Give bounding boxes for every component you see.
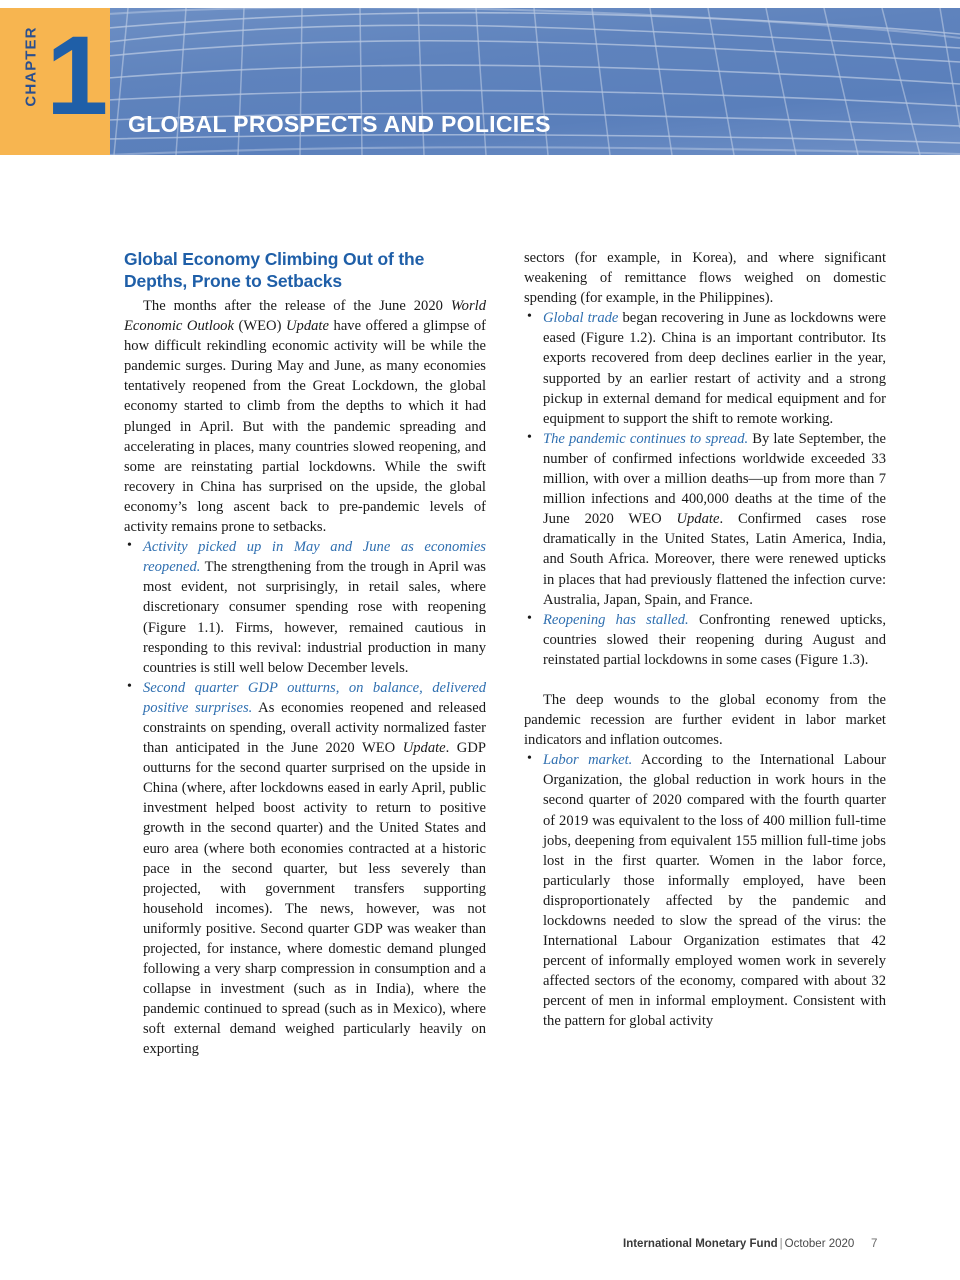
paragraph-spacer [524,670,886,690]
bullet-lead: Second quarter GDP outturns, on balance, delivered positive surprises. [143,679,486,716]
bullet-body: The strengthening from the trough in April was most evident, not surprisingly, in retail sales, where discretionary consumer spending rose with reopening (Figure 1.1). Firms, however, remained cautious in responding to this revival: industrial production in many countries is still well below December levels. [143,559,486,676]
intro-text-3: have offered a glimpse of how difficult rekindling economic activity will be while the pandemic surges. During May and June, as many economies tentatively reopened from the Great Lockdown, the global economy started to climb from the depths to which it had plunged in April. But with the pandemic spreading and accelerating in places, many countries slowed reopening, and some are reinstating partial lockdowns. While the swift recovery in China has surprised on the upside, the global economy’s long ascent back to pre-pandemic levels of activity remains prone to setbacks. [124,318,486,536]
list-item [524,750,886,1031]
chapter-label: CHAPTER [22,26,40,107]
bullet-lead: The pandemic continues to spread. [543,430,749,447]
bullet-lead: Labor market. [543,752,633,769]
intro-text-2: (WEO) [233,318,286,335]
intro-text-1: The months after the release of the June 2020 [143,298,451,314]
bullet-body-1: As economies reopened and released constraints on spending, overall activity normalized faster than anticipated in the June 2020 WEO [143,699,486,757]
labor-intro-paragraph: The deep wounds to the global economy from the pandemic recession are further evident in labor market indicators and inflation outcomes. [524,691,886,749]
bullet-body: Confronting renewed upticks, countries slowed their reopening during August and reinstated partial lockdowns in some cases (Figure 1.3). [543,611,886,668]
list-item [524,610,886,670]
weo-title-italic: World Economic Outlook [124,298,486,335]
right-column [524,248,886,1032]
page-footer [0,1238,960,1262]
bullet-body-1: By late September, the number of confirmed infections worldwide exceeded 33 million, with over a million deaths—up from more than 7 million infections and 400,000 deaths at the time of the June 2020 WEO [543,430,886,528]
footer-organization: International Monetary Fund [623,1238,778,1250]
list-item [524,429,886,610]
footer-separator: | [779,1238,783,1250]
update-italic: Update [286,318,329,335]
list-item [124,537,486,678]
bullet-lead: Reopening has stalled. [543,611,689,628]
page-content [0,248,960,1218]
footer-attribution [623,1238,854,1250]
continuation-paragraph: sectors (for example, in Korea), and where significant weakening of remittance flows weighed on domestic spending (for example, in the Philippines). [524,250,886,307]
bullet-body-2: . GDP outturns for the second quarter surprised on the upside in China (where, after lockdowns eased in early April, public investment helped boost activity to return to positive growth in the second quarter) and the United States and euro area (where both economies contracted at a historic pace in the second quarter, but less severely than projected, with government transfers supporting household incomes). The news, however, was not uniformly positive. Second quarter GDP was weaker than projected, for instance, where domestic demand plunged following a very sharp compression in consumption and a collapse in investment (such as in India), where the pandemic continued to spread (such as in Mexico), where soft external demand weighed particularly heavily on exporting [143,740,486,1058]
list-item [124,678,486,1060]
list-item [524,308,886,429]
bullet-lead: Global trade [543,310,619,327]
chapter-title: GLOBAL PROSPECTS AND POLICIES [128,111,551,137]
bullet-body: According to the International Labour Organization, the global reduction in work hours in the second quarter of 2020 compared with the fourth quarter of 2019 was equivalent to the loss of 400 million full-time jobs, deepening from equivalent 155 million full-time jobs lost in the first quarter. Women in the labor force, particularly those informally employed, have been disproportionately affected by the pandemic and lockdowns needed to slow the spread of the virus: the International Labour Organization estimates that 42 percent of informally employed women work in severely affected sectors of the economy, compared with about 32 percent of men in informal employment. Consistent with the pattern for global activity [543,752,886,1030]
footer-date: October 2020 [784,1238,855,1250]
chapter-number: 1 [46,13,105,138]
intro-paragraph [124,296,486,537]
right-bullet-list-2 [524,750,886,1031]
update-italic: Update [402,740,446,757]
left-column [124,248,486,1060]
bullet-lead: Activity picked up in May and June as economies reopened. [143,539,486,576]
page-number: 7 [871,1238,878,1250]
section-heading: Global Economy Climbing Out of the Depths, Prone to Setbacks [124,249,425,291]
update-italic: Update [676,511,720,528]
chapter-tab [0,8,110,155]
chapter-banner [0,8,960,155]
right-bullet-list [524,308,886,670]
bullet-body-2: . Confirmed cases rose dramatically in the United States, Latin America, India, and South Africa. Moreover, there were renewed upticks in places that had previously flattened the infection curve: Australia, Japan, Spain, and France. [543,511,886,608]
bullet-body: began recovering in June as lockdowns were eased (Figure 1.2). China is an important contributor. Its exports recovered from deep declines earlier in the year, supported by an earlier restart of activity and a strong pickup in external demand for medical equipment and for equipment to support the shift to remote working. [543,310,886,427]
left-bullet-list [124,537,486,1059]
